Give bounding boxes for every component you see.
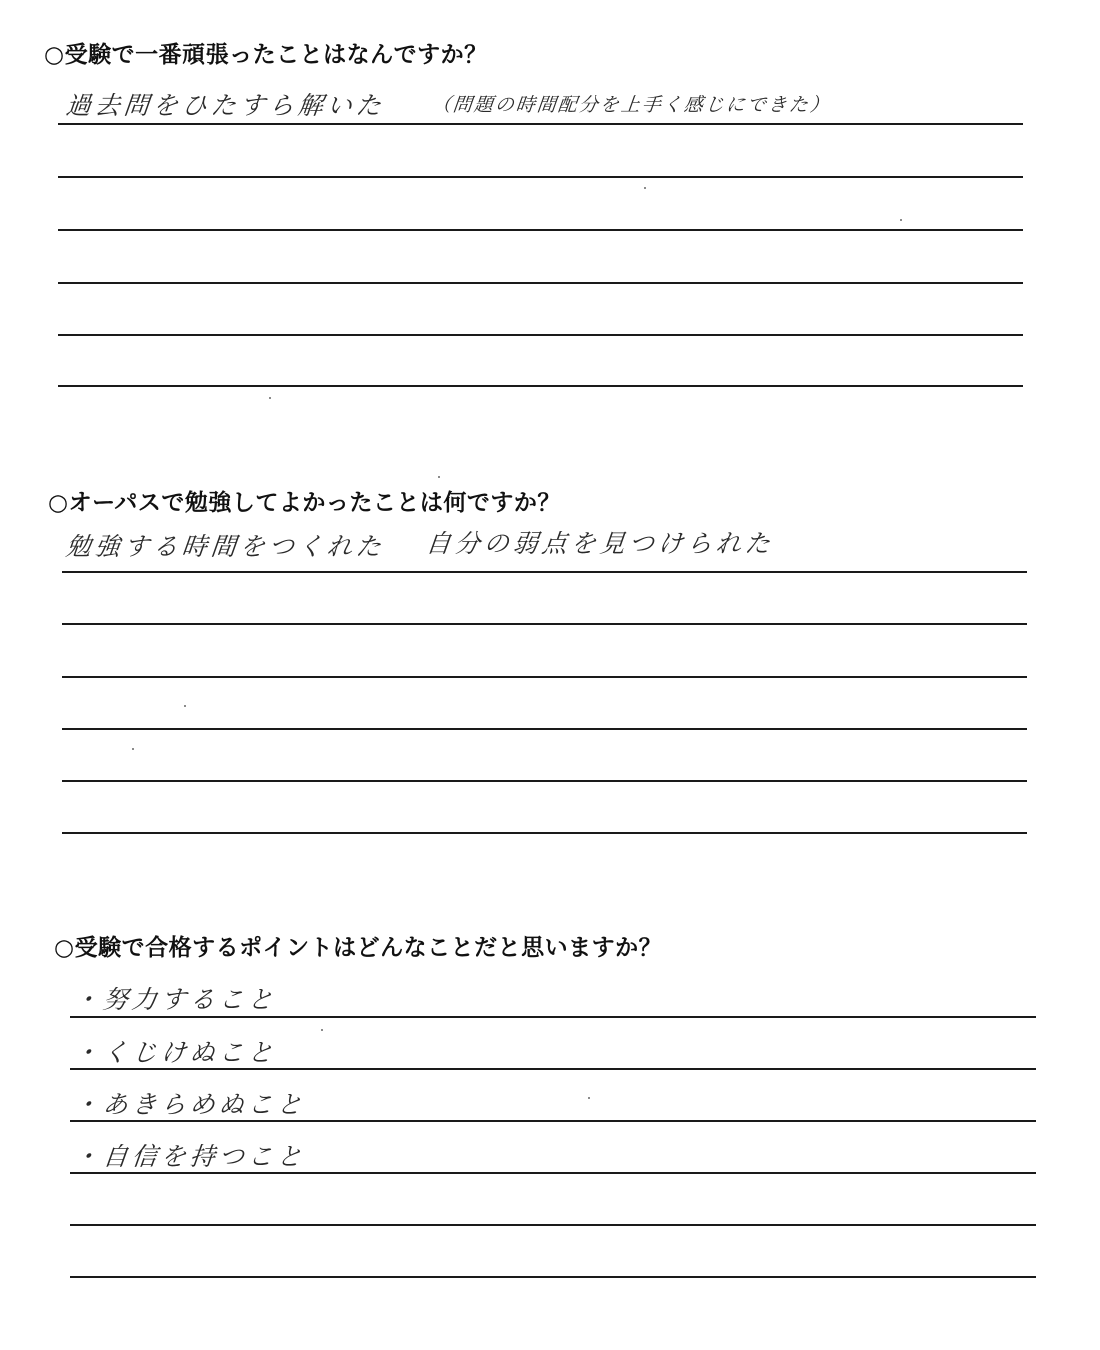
scan-speck — [644, 187, 646, 189]
writing-line — [70, 1068, 1036, 1070]
answer-1-2: （問題の時間配分を上手く感じにできた） — [430, 94, 833, 116]
writing-line — [62, 832, 1027, 834]
writing-line — [70, 1172, 1036, 1174]
writing-line — [70, 1016, 1036, 1018]
writing-line — [58, 176, 1023, 178]
scan-speck — [269, 397, 271, 399]
writing-line — [58, 334, 1023, 336]
question-3: ○受験で合格するポイントはどんなことだと思いますか？ — [54, 935, 663, 961]
writing-line — [62, 728, 1027, 730]
writing-line — [58, 385, 1023, 387]
scan-speck — [588, 1097, 590, 1099]
writing-line — [58, 229, 1023, 231]
writing-line — [62, 676, 1027, 678]
answer-3-1: ・努力すること — [72, 985, 279, 1014]
writing-line — [58, 123, 1023, 125]
answer-3-4: ・自信を持つこと — [72, 1142, 308, 1171]
question-1: ○受験で一番頑張ったことはなんですか？ — [44, 42, 488, 68]
scan-speck — [900, 219, 902, 221]
writing-line — [70, 1224, 1036, 1226]
answer-2-2: 自分の弱点を見つけられた — [424, 529, 776, 558]
answer-3-2: ・くじけぬこと — [72, 1038, 279, 1067]
scan-speck — [184, 705, 186, 707]
scan-speck — [132, 748, 134, 750]
question-2: ○オーパスで勉強してよかったことは何ですか？ — [48, 490, 561, 516]
writing-line — [62, 571, 1027, 573]
writing-line — [70, 1276, 1036, 1278]
writing-line — [70, 1120, 1036, 1122]
scan-speck — [321, 1029, 323, 1031]
writing-line — [58, 282, 1023, 284]
answer-3-3: ・あきらめぬこと — [72, 1090, 308, 1119]
writing-line — [62, 623, 1027, 625]
answer-1-1: 過去問をひたすら解いた — [64, 91, 387, 120]
answer-2-1: 勉強する時間をつくれた — [64, 532, 387, 561]
scan-speck — [438, 476, 440, 478]
writing-line — [62, 780, 1027, 782]
